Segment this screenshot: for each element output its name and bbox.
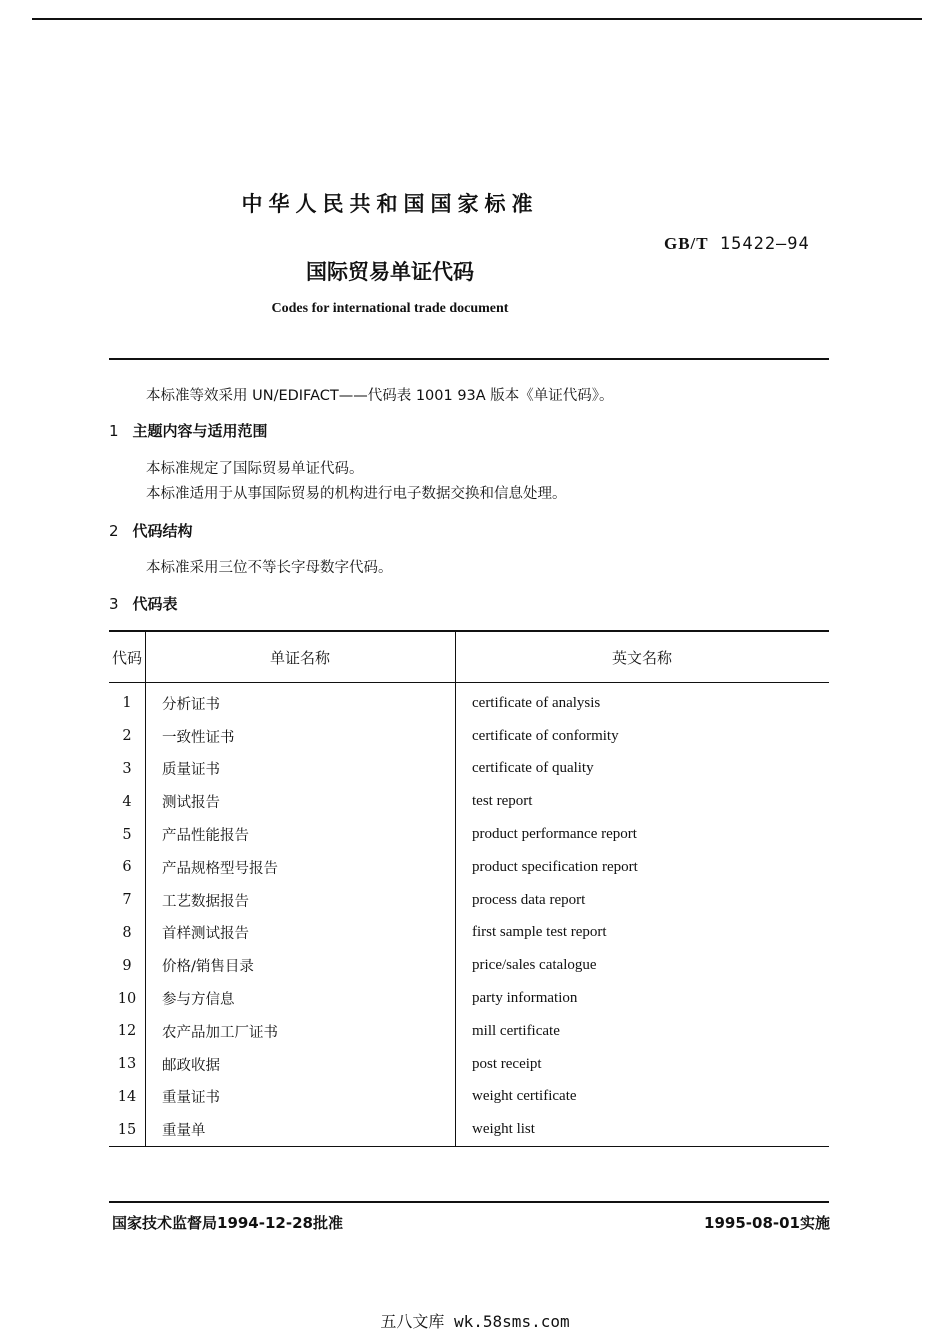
row-english-name: price/sales catalogue (472, 957, 597, 974)
row-code: 13 (109, 1048, 146, 1081)
row-english-name: mill certificate (472, 1022, 560, 1039)
row-code: 15 (109, 1113, 146, 1146)
header-code: 代码 (109, 631, 146, 683)
row-document-name: 首样测试报告 (146, 917, 456, 950)
row-code: 6 (109, 851, 146, 884)
row-document-name: 质量证书 (146, 753, 456, 786)
table-row (109, 720, 829, 753)
footer-rule (109, 1201, 829, 1203)
document-title-en: Codes for international trade document (271, 301, 509, 316)
section-2-line-1: 本标准采用三位不等长字母数字代码。 (146, 560, 393, 576)
row-english-name: product specification report (472, 858, 638, 875)
section-title: 主题内容与适用范围 (132, 422, 268, 440)
code-table (109, 630, 829, 1147)
header-english-name: 英文名称 (456, 631, 830, 683)
row-english-name: product performance report (472, 826, 637, 843)
header-document-name: 单证名称 (146, 631, 456, 683)
standard-prefix: GB/T (664, 234, 709, 253)
row-english-name: process data report (472, 891, 586, 908)
table-row (109, 785, 829, 818)
section-3-heading (109, 593, 178, 614)
row-english-name: certificate of quality (472, 760, 594, 777)
standard-number (664, 234, 810, 254)
row-document-name: 一致性证书 (146, 720, 456, 753)
row-english-name: weight certificate (472, 1088, 577, 1105)
section-1-line-1: 本标准规定了国际贸易单证代码。 (146, 461, 364, 477)
row-english-name: post receipt (472, 1055, 542, 1072)
document-title-cn: 国际贸易单证代码 (306, 260, 474, 284)
section-number: 1 (109, 422, 119, 440)
row-document-name: 邮政收据 (146, 1048, 456, 1081)
row-code: 3 (109, 753, 146, 786)
national-standard-heading: 中华人民共和国国家标准 (241, 192, 539, 216)
row-document-name: 产品性能报告 (146, 818, 456, 851)
row-document-name: 分析证书 (146, 683, 456, 720)
section-1-heading (109, 420, 268, 441)
section-2-heading (109, 520, 193, 541)
table-row (109, 884, 829, 917)
table-row (109, 1048, 829, 1081)
section-title: 代码结构 (132, 522, 193, 540)
row-english-name: certificate of conformity (472, 727, 619, 744)
row-code: 14 (109, 1081, 146, 1114)
section-number: 3 (109, 595, 119, 613)
row-english-name: weight list (456, 1113, 830, 1146)
intro-paragraph: 本标准等效采用 UN/EDIFACT——代码表 1001 93A 版本《单证代码》。 (146, 388, 614, 404)
standard-code: 15422—94 (719, 234, 810, 254)
table-row (109, 851, 829, 884)
table-row (109, 818, 829, 851)
table-row (109, 1015, 829, 1048)
table-row (109, 917, 829, 950)
row-document-name: 产品规格型号报告 (146, 851, 456, 884)
row-english-name: certificate of analysis (472, 694, 601, 711)
effective-date: 1995-08-01实施 (704, 1214, 830, 1232)
section-1-line-2: 本标准适用于从事国际贸易的机构进行电子数据交换和信息处理。 (146, 486, 567, 502)
row-code: 9 (109, 949, 146, 982)
table-row (109, 753, 829, 786)
row-code: 10 (109, 982, 146, 1015)
row-code: 5 (109, 818, 146, 851)
top-rule (32, 18, 922, 20)
row-english-name: party information (472, 990, 578, 1007)
row-document-name: 价格/销售目录 (146, 949, 456, 982)
row-english-name: first sample test report (472, 924, 607, 941)
section-title: 代码表 (132, 595, 178, 613)
row-document-name: 工艺数据报告 (146, 884, 456, 917)
row-document-name: 参与方信息 (146, 982, 456, 1015)
site-watermark: 五八文库 wk.58sms.com (380, 1312, 570, 1331)
section-number: 2 (109, 522, 119, 540)
row-document-name: 农产品加工厂证书 (146, 1015, 456, 1048)
approval-line: 国家技术监督局1994-12-28批准 (112, 1214, 343, 1232)
row-code: 8 (109, 917, 146, 950)
row-code: 2 (109, 720, 146, 753)
row-document-name: 测试报告 (146, 785, 456, 818)
row-code: 7 (109, 884, 146, 917)
row-code: 1 (109, 683, 146, 720)
table-row (109, 1113, 829, 1146)
title-rule (109, 358, 829, 360)
table-row (109, 683, 829, 720)
row-document-name: 重量单 (146, 1113, 456, 1146)
row-document-name: 重量证书 (146, 1081, 456, 1114)
table-row (109, 1081, 829, 1114)
table-header-row (109, 631, 829, 683)
table-row (109, 982, 829, 1015)
row-code: 4 (109, 785, 146, 818)
row-code: 12 (109, 1015, 146, 1048)
table-row (109, 949, 829, 982)
row-english-name: test report (472, 793, 533, 810)
